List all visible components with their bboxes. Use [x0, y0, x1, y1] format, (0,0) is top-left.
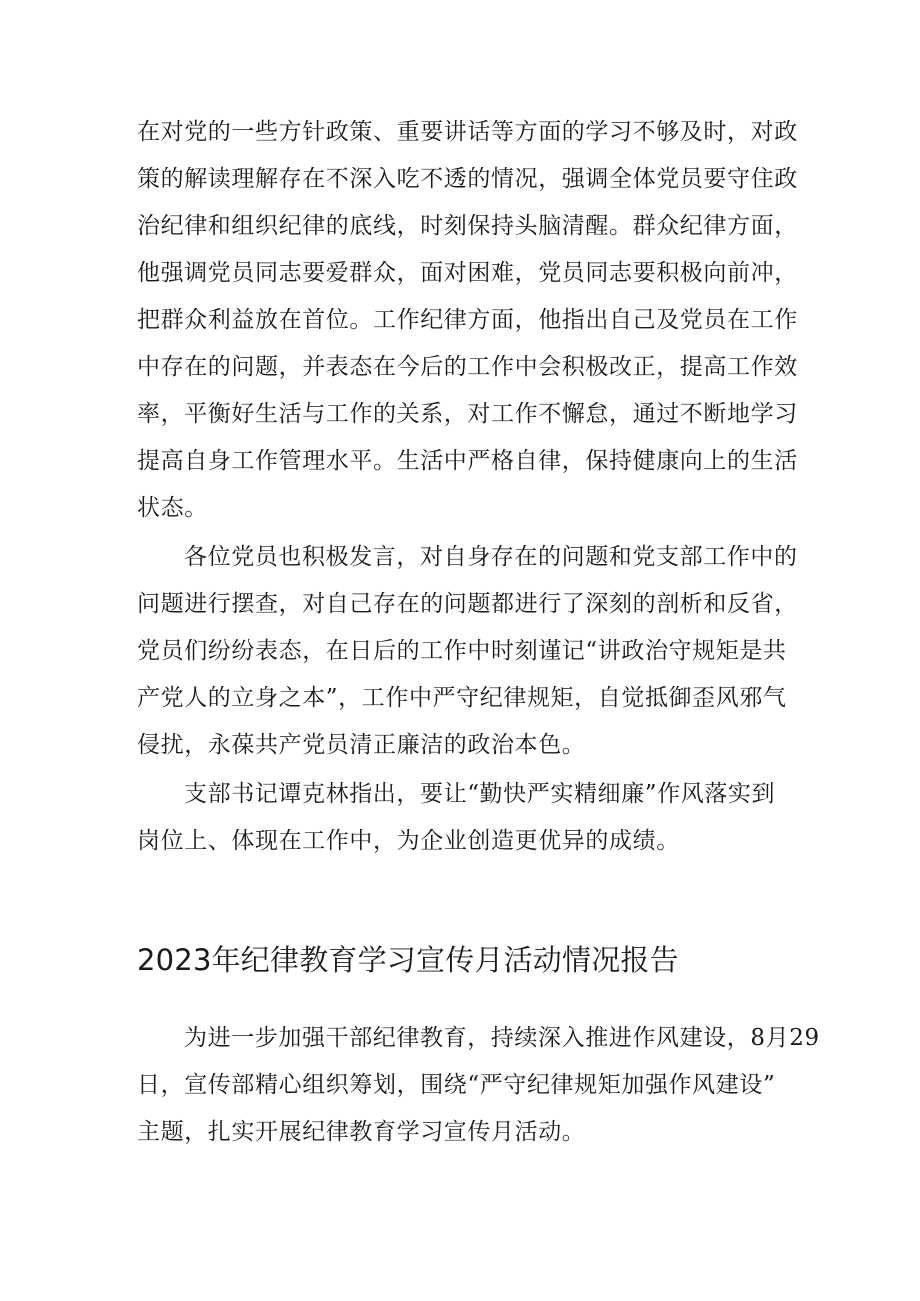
paragraph-line: 在对党的一些方针政策、重要讲话等方面的学习不够及时，对政 — [137, 119, 798, 145]
paragraph-line: 各位党员也积极发言，对自身存在的问题和党支部工作中的 — [184, 544, 798, 570]
paragraph-line: 日，宣传部精心组织筹划，围绕“严守纪律规矩加强作风建设” — [137, 1072, 776, 1098]
paragraph-line: 治纪律和组织纪律的底线，时刻保持头脑清醒。群众纪律方面， — [137, 213, 798, 239]
paragraph-line: 问题进行摆查，对自己存在的问题都进行了深刻的剖析和反省， — [137, 591, 798, 617]
paragraph-line: 党员们纷纷表态，在日后的工作中时刻谨记“讲政治守规矩是共 — [137, 638, 787, 664]
paragraph-line: 岗位上、体现在工作中，为企业创造更优异的成绩。 — [137, 828, 680, 854]
paragraph-line: 提高自身工作管理水平。生活中严格自律，保持健康向上的生活 — [137, 448, 798, 474]
paragraph-line: 主题，扎实开展纪律教育学习宣传月活动。 — [137, 1119, 586, 1145]
paragraph-line: 他强调党员同志要爱群众，面对困难，党员同志要积极向前冲， — [137, 260, 798, 286]
paragraph-line: 状态。 — [137, 495, 208, 521]
paragraph-line: 为进一步加强干部纪律教育，持续深入推进作风建设，8月29 — [184, 1025, 820, 1051]
paragraph-line: 把群众利益放在首位。工作纪律方面，他指出自己及党员在工作 — [137, 307, 798, 333]
paragraph-line: 支部书记谭克林指出，要让“勤快严实精细廉”作风落实到 — [184, 781, 776, 807]
section-heading: 2023年纪律教育学习宣传月活动情况报告 — [137, 943, 679, 977]
paragraph-line: 侵扰，永葆共产党员清正廉洁的政治本色。 — [137, 732, 586, 758]
paragraph-line: 策的解读理解存在不深入吃不透的情况，强调全体党员要守住政 — [137, 166, 798, 192]
paragraph-line: 率，平衡好生活与工作的关系，对工作不懈怠，通过不断地学习 — [137, 401, 798, 427]
paragraph-line: 产党人的立身之本”，工作中严守纪律规矩，自觉抵御歪风邪气 — [137, 685, 787, 711]
paragraph-line: 中存在的问题，并表态在今后的工作中会积极改正，提高工作效 — [137, 354, 798, 380]
